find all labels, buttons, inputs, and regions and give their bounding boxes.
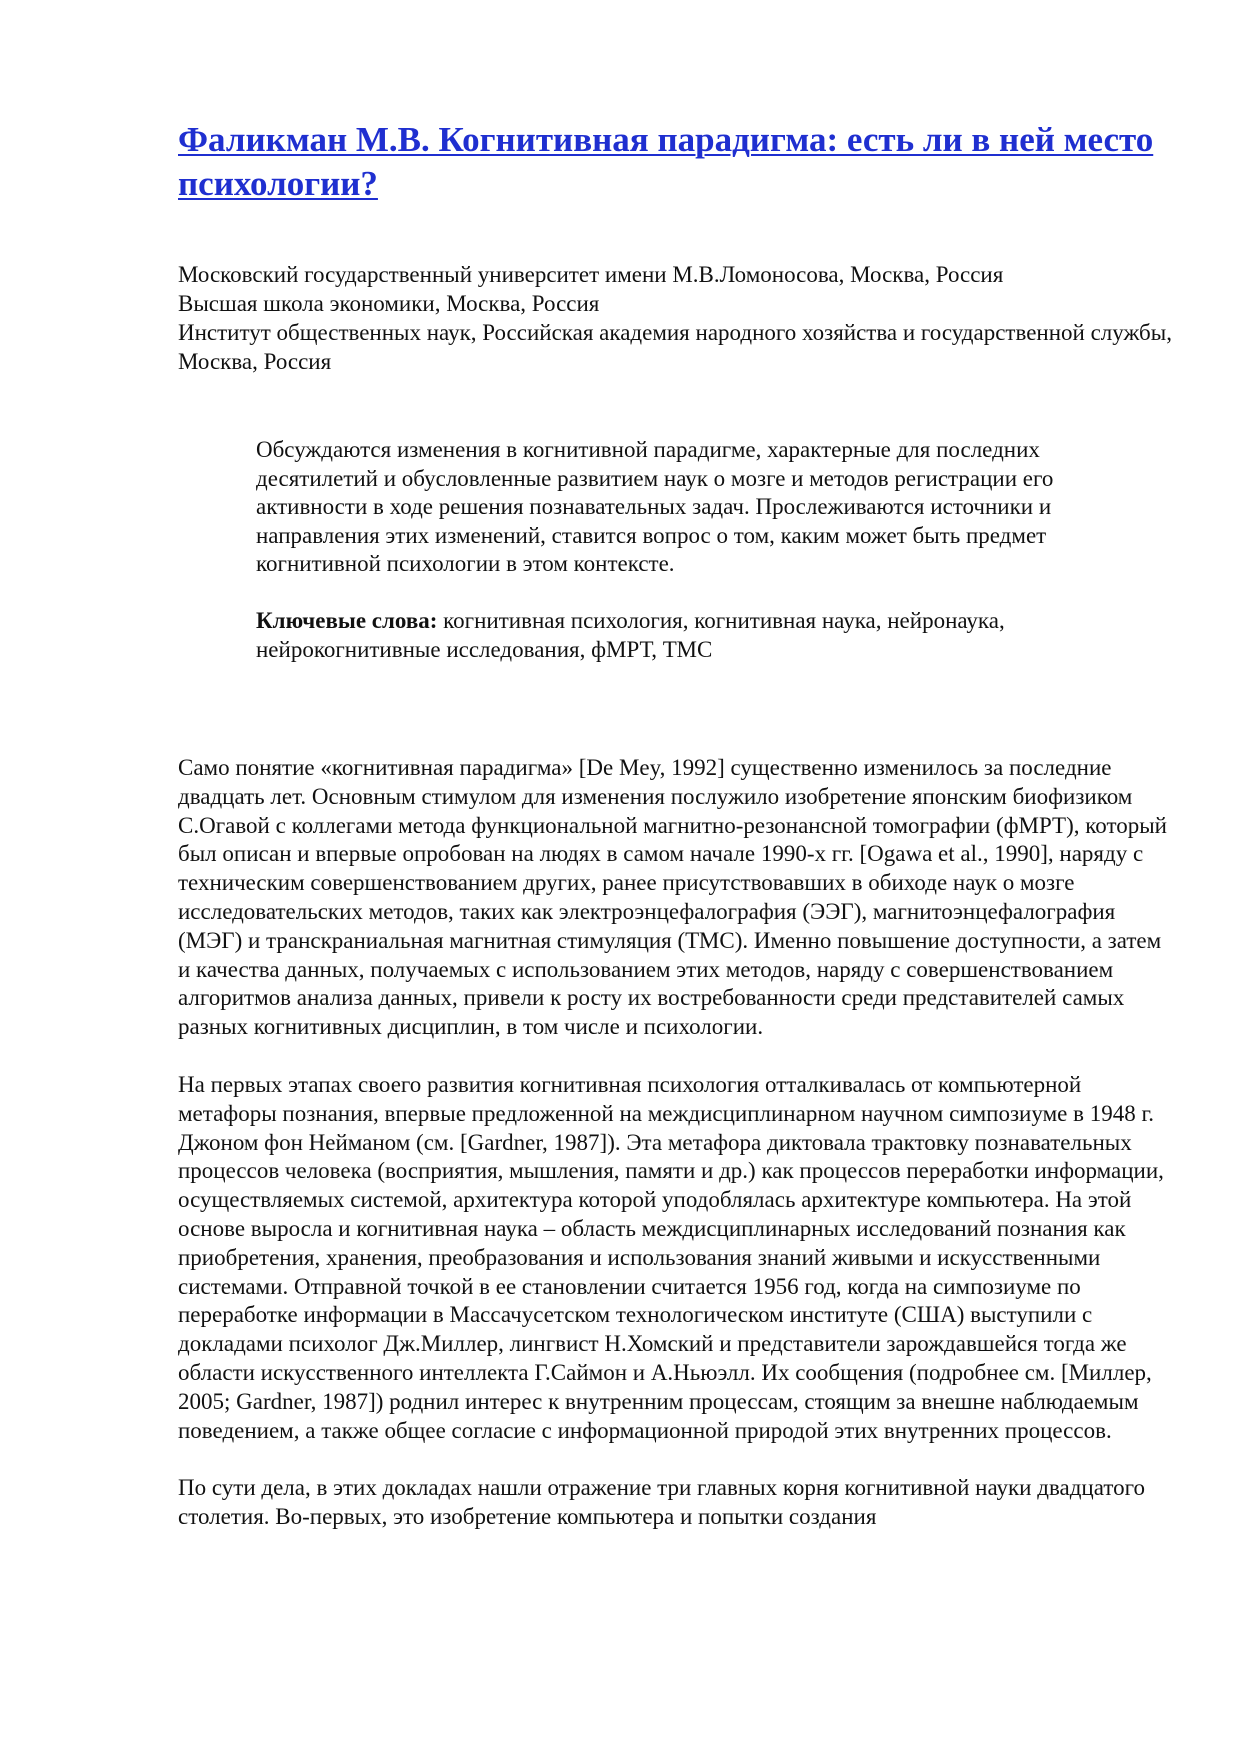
article-body — [178, 754, 1168, 1561]
affiliation-line: Высшая школа экономики, Москва, Россия — [178, 291, 600, 316]
body-paragraph: Само понятие «когнитивная парадигма» [De Mey, 1992] существенно изменилось за последние двадцать лет. Основным стимулом для изменения послужило изобретение японским биофизиком С.Огавой с коллегами метода функциональной магнитно-резонансной томографии (фМРТ), который был описан и впервые опробован на людях в самом начале 1990-х гг. [Ogawa et al., 1990], наряду с техническим совершенствованием других, ранее присутствовавших в обиходе наук о мозге исследовательских методов, таких как электроэнцефалография (ЭЭГ), магнитоэнцефалография (МЭГ) и транскраниальная магнитная стимуляция (ТМС). Именно повышение доступности, а затем и качества данных, получаемых с использованием этих методов, наряду с совершенствованием алгоритмов анализа данных, привели к росту их востребованности среди представителей самых разных когнитивных дисциплин, в том числе и психологии. — [178, 755, 1167, 1040]
affiliation-line: Институт общественных наук, Российская академия народного хозяйства и государственной службы, Москва, Россия — [178, 320, 1172, 374]
body-paragraph: По сути дела, в этих докладах нашли отражение три главных корня когнитивной науки двадцатого столетия. Во-первых, это изобретение компьютера и попытки создания — [178, 1475, 1145, 1530]
body-paragraph: На первых этапах своего развития когнитивная психология отталкивалась от компьютерной метафоры познания, впервые предложенной на междисциплинарном научном симпозиуме в 1948 г. Джоном фон Нейманом (см. [Gardner, 1987]). Эта метафора диктовала трактовку познавательных процессов человека (восприятия, мышления, памяти и др.) как процессов переработки информации, осуществляемых системой, архитектура которой уподоблялась архитектуре компьютера. На этой основе выросла и когнитивная наука – область междисциплинарных исследований познания как приобретения, хранения, преобразования и использования знаний живыми и искусственными системами. Отправной точкой в ее становлении считается 1956 год, когда на симпозиуме по переработке информации в Массачусетском технологическом институте (США) выступили с докладами психолог Дж.Миллер, лингвист Н.Хомский и представители зарождавшейся тогда же области искусственного интеллекта Г.Саймон и А.Ньюэлл. Их сообщения (подробнее см. [Миллер, 2005; Gardner, 1987]) роднил интерес к внутренним процессам, стоящим за внешне наблюдаемым поведением, а также общее согласие с информационной природой этих внутренних процессов. — [178, 1071, 1164, 1443]
abstract-block — [256, 436, 1156, 664]
keywords-label: Ключевые слова: — [256, 607, 444, 633]
keywords-line — [256, 607, 1156, 664]
affiliations-block — [178, 260, 1188, 376]
affiliation-line: Московский государственный университет имени М.В.Ломоносова, Москва, Россия — [178, 262, 1004, 287]
article-title-link[interactable]: Фаликман М.В. Когнитивная парадигма: есть ли в ней место психологии? — [178, 120, 1154, 203]
keywords-text: когнитивная психология, когнитивная наука, нейронаука, нейрокогнитивные исследования, фМРТ, ТМС — [256, 607, 1005, 662]
abstract-text: Обсуждаются изменения в когнитивной парадигме, характерные для последних десятилетий и обусловленные развитием наук о мозге и методов регистрации его активности в ходе решения познавательных задач. Прослеживаются источники и направления этих изменений, ставится вопрос о том, каким может быть предмет когнитивной психологии в этом контексте. — [256, 437, 1054, 577]
